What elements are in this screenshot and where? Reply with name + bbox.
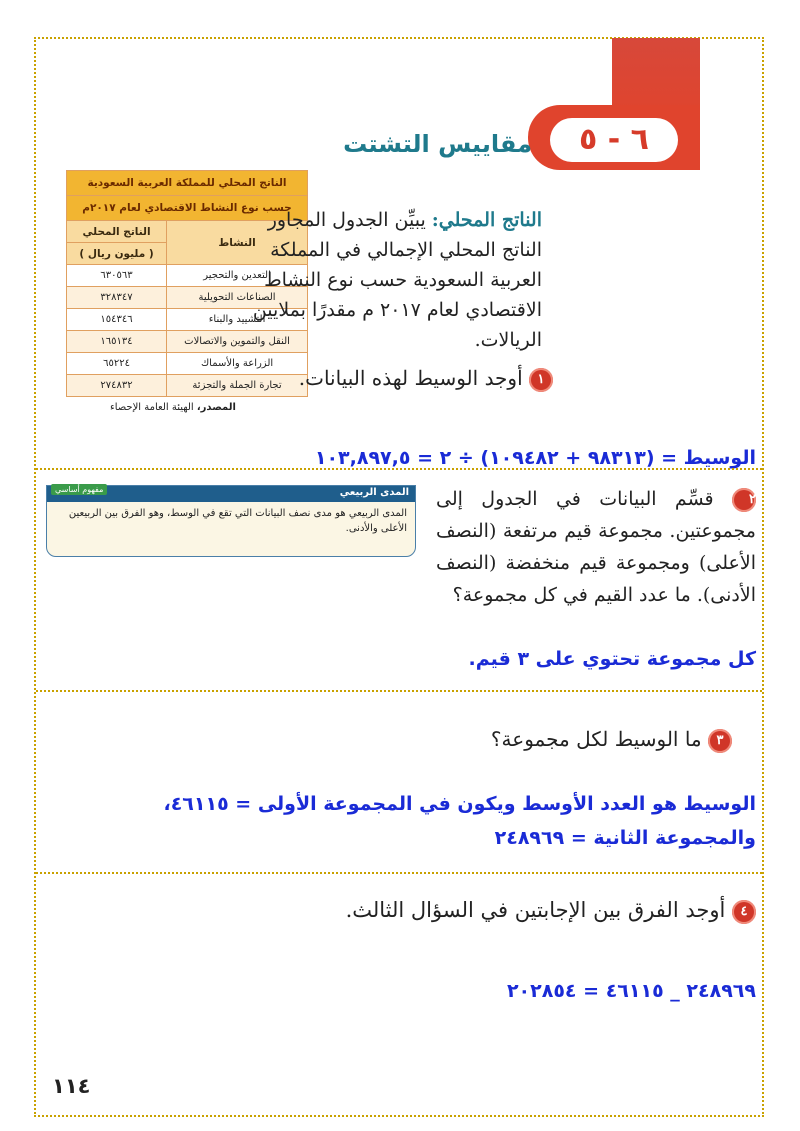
column-header-unit: ( مليون ريال ) <box>67 243 167 265</box>
intro-text: يبيِّن الجدول المجاور الناتج المحلي الإجمالي في المملكة العربية السعودية حسب نوع النشاط الاقتصادي لعام ٢٠١٧ م مقدرًا بملايين الريالات. <box>252 209 542 351</box>
table-row <box>67 375 308 397</box>
table-caption-line2: حسب نوع النشاط الاقتصادي لعام ٢٠١٧م <box>67 196 308 221</box>
value-cell: ٣٢٨٣٤٧ <box>67 287 167 309</box>
question-text: قسِّم البيانات في الجدول إلى مجموعتين. مجموعة قيم مرتفعة (النصف الأعلى) ومجموعة قيم منخفضة (النصف الأدنى). ما عدد القيم في كل مجموعة؟ <box>436 488 756 606</box>
value-cell: ٢٧٤٨٣٢ <box>67 375 167 397</box>
answer-4: ٢٤٨٩٦٩ _ ٤٦١١٥ = ٢٠٢٨٥٤ <box>506 980 756 1002</box>
lesson-title: مقاييس التشتت <box>343 130 532 158</box>
divider <box>36 872 762 874</box>
concept-tag: مفهوم أساسي <box>51 484 107 495</box>
page-number: ١١٤ <box>52 1074 91 1098</box>
question-1 <box>299 366 553 392</box>
divider <box>36 468 762 470</box>
answer-3: الوسيط هو العدد الأوسط ويكون في المجموعة الأولى = ٤٦١١٥، والمجموعة الثانية = ٢٤٨٩٦٩ <box>163 793 756 849</box>
source-label: المصدر، <box>196 402 236 413</box>
answer-2: كل مجموعة تحتوي على ٣ قيم. <box>468 648 756 670</box>
value-cell: ٦٣٠٥٦٣ <box>67 265 167 287</box>
question-number-badge: ١ <box>529 368 553 392</box>
table-caption-line1: الناتج المحلي للمملكة العربية السعودية <box>67 171 308 196</box>
value-cell: ١٦٥١٣٤ <box>67 331 167 353</box>
activity-cell: تجارة الجملة والتجزئة <box>167 375 308 397</box>
concept-title: المدى الربيعي <box>339 487 409 498</box>
question-4 <box>346 898 756 924</box>
question-number-badge: ٢ <box>732 488 756 512</box>
question-2 <box>436 483 756 611</box>
activity-cell: التشييد والبناء <box>167 309 308 331</box>
question-text: ما الوسيط لكل مجموعة؟ <box>490 727 702 751</box>
column-header-output: الناتج المحلي <box>67 221 167 243</box>
concept-header <box>47 486 415 502</box>
concept-body: المدى الربيعي هو مدى نصف البيانات التي تقع في الوسط، وهو الفرق بين الربيعين الأعلى والأدنى. <box>68 508 407 534</box>
answer-1: الوسيط = (٩٨٣١٣ + ١٠٩٤٨٢) ÷ ٢ = ١٠٣,٨٩٧,٥ <box>314 447 756 469</box>
question-number-badge: ٤ <box>732 900 756 924</box>
column-header-activity: النشاط <box>167 221 308 265</box>
table-row <box>67 353 308 375</box>
lesson-number: ٦ - ٥ <box>550 118 678 162</box>
key-concept-box <box>46 485 416 557</box>
source-text: الهيئة العامة الإحصاء <box>110 402 197 413</box>
activity-cell: النقل والتموين والاتصالات <box>167 331 308 353</box>
activity-cell: الزراعة والأسماك <box>167 353 308 375</box>
question-3 <box>491 727 732 753</box>
question-number-badge: ٣ <box>708 729 732 753</box>
activity-cell: التعدين والتحجير <box>167 265 308 287</box>
activity-cell: الصناعات التحويلية <box>167 287 308 309</box>
table-source <box>110 402 236 413</box>
divider <box>36 690 762 692</box>
question-text: أوجد الوسيط لهذه البيانات. <box>298 366 523 390</box>
intro-lead: الناتج المحلي: <box>431 209 542 231</box>
value-cell: ٦٥٢٢٤ <box>67 353 167 375</box>
intro-paragraph <box>252 205 542 355</box>
question-text: أوجد الفرق بين الإجابتين في السؤال الثالث. <box>345 898 726 922</box>
value-cell: ١٥٤٣٤٦ <box>67 309 167 331</box>
